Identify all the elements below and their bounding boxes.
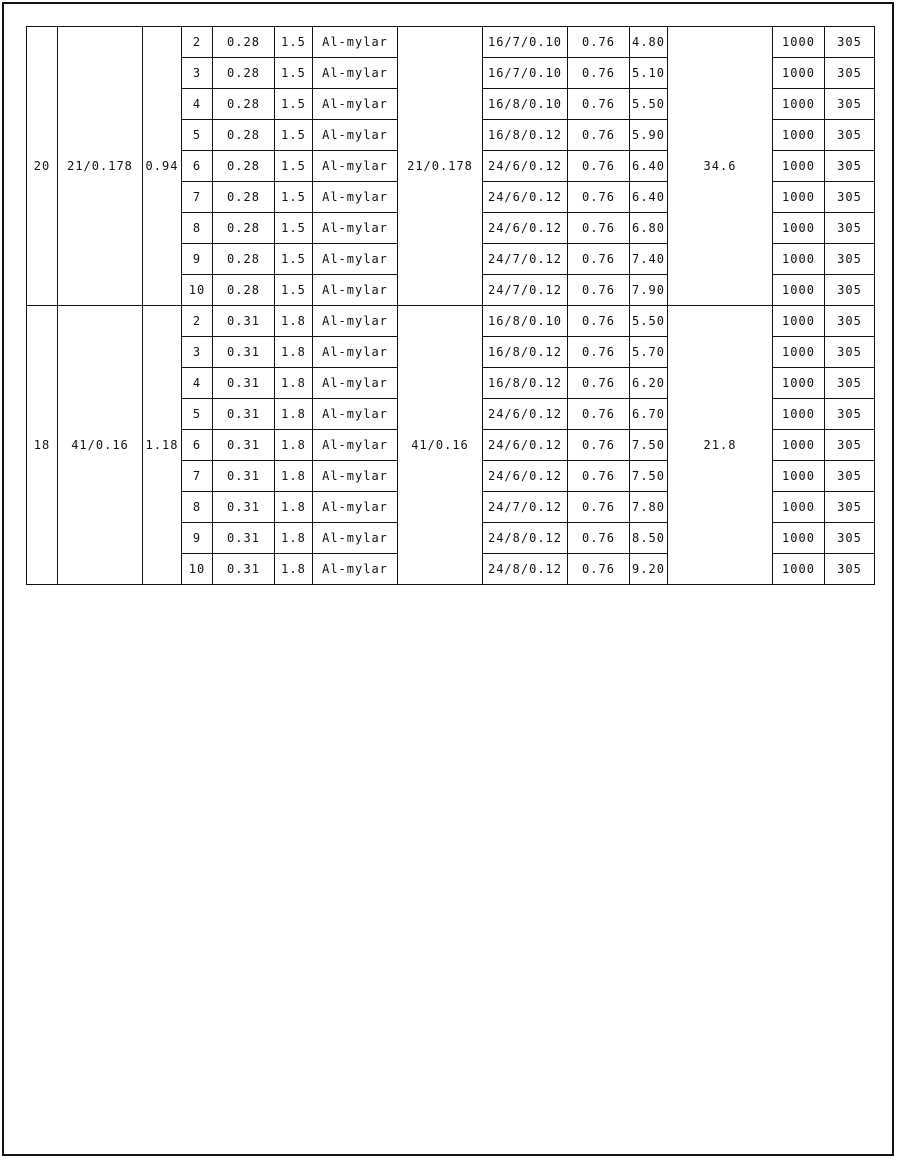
braid-construction-cell: 16/8/0.12 — [483, 337, 568, 368]
length-cell: 305 — [825, 523, 875, 554]
insulation-thickness-cell: 0.28 — [213, 27, 275, 58]
resistance-cell: 21.8 — [668, 306, 773, 585]
shield-type-cell: Al-mylar — [313, 337, 398, 368]
pair-count-cell: 6 — [182, 151, 213, 182]
outer-diameter-cell: 8.50 — [630, 523, 668, 554]
shield-type-cell: Al-mylar — [313, 182, 398, 213]
outer-diameter-cell: 5.90 — [630, 120, 668, 151]
insulation-diameter-cell: 1.8 — [275, 337, 313, 368]
insulation-diameter-cell: 1.8 — [275, 306, 313, 337]
shield-type-cell: Al-mylar — [313, 306, 398, 337]
braid-construction-cell: 16/8/0.10 — [483, 89, 568, 120]
shield-type-cell: Al-mylar — [313, 27, 398, 58]
braid-construction-cell: 24/6/0.12 — [483, 213, 568, 244]
length-cell: 305 — [825, 337, 875, 368]
outer-diameter-cell: 9.20 — [630, 554, 668, 585]
jacket-thickness-cell: 0.76 — [568, 430, 630, 461]
drain-wire-cell: 21/0.178 — [398, 27, 483, 306]
jacket-thickness-cell: 0.76 — [568, 58, 630, 89]
conductor-diameter-cell: 0.94 — [143, 27, 182, 306]
outer-diameter-cell: 7.50 — [630, 430, 668, 461]
shield-type-cell: Al-mylar — [313, 492, 398, 523]
outer-diameter-cell: 6.40 — [630, 182, 668, 213]
outer-diameter-cell: 7.80 — [630, 492, 668, 523]
voltage-rating-cell: 1000 — [773, 151, 825, 182]
pair-count-cell: 5 — [182, 120, 213, 151]
jacket-thickness-cell: 0.76 — [568, 89, 630, 120]
insulation-diameter-cell: 1.5 — [275, 58, 313, 89]
shield-type-cell: Al-mylar — [313, 523, 398, 554]
table-row — [27, 27, 875, 58]
braid-construction-cell: 24/7/0.12 — [483, 275, 568, 306]
jacket-thickness-cell: 0.76 — [568, 368, 630, 399]
pair-count-cell: 7 — [182, 182, 213, 213]
outer-diameter-cell: 5.10 — [630, 58, 668, 89]
length-cell: 305 — [825, 306, 875, 337]
braid-construction-cell: 16/8/0.10 — [483, 306, 568, 337]
shield-type-cell: Al-mylar — [313, 58, 398, 89]
voltage-rating-cell: 1000 — [773, 492, 825, 523]
shield-type-cell: Al-mylar — [313, 461, 398, 492]
insulation-thickness-cell: 0.28 — [213, 89, 275, 120]
insulation-diameter-cell: 1.5 — [275, 89, 313, 120]
voltage-rating-cell: 1000 — [773, 306, 825, 337]
length-cell: 305 — [825, 89, 875, 120]
shield-type-cell: Al-mylar — [313, 244, 398, 275]
conductor-construction-cell: 41/0.16 — [58, 306, 143, 585]
insulation-diameter-cell: 1.8 — [275, 492, 313, 523]
conductor-construction-cell: 21/0.178 — [58, 27, 143, 306]
length-cell: 305 — [825, 27, 875, 58]
outer-diameter-cell: 6.70 — [630, 399, 668, 430]
insulation-diameter-cell: 1.8 — [275, 399, 313, 430]
voltage-rating-cell: 1000 — [773, 89, 825, 120]
jacket-thickness-cell: 0.76 — [568, 151, 630, 182]
insulation-thickness-cell: 0.31 — [213, 306, 275, 337]
voltage-rating-cell: 1000 — [773, 213, 825, 244]
insulation-thickness-cell: 0.28 — [213, 151, 275, 182]
resistance-cell: 34.6 — [668, 27, 773, 306]
braid-construction-cell: 24/6/0.12 — [483, 182, 568, 213]
voltage-rating-cell: 1000 — [773, 368, 825, 399]
shield-type-cell: Al-mylar — [313, 151, 398, 182]
voltage-rating-cell: 1000 — [773, 244, 825, 275]
voltage-rating-cell: 1000 — [773, 58, 825, 89]
voltage-rating-cell: 1000 — [773, 399, 825, 430]
cable-spec-table — [26, 26, 875, 585]
awg-cell: 20 — [27, 27, 58, 306]
braid-construction-cell: 16/7/0.10 — [483, 27, 568, 58]
voltage-rating-cell: 1000 — [773, 554, 825, 585]
jacket-thickness-cell: 0.76 — [568, 554, 630, 585]
pair-count-cell: 3 — [182, 58, 213, 89]
pair-count-cell: 6 — [182, 430, 213, 461]
length-cell: 305 — [825, 430, 875, 461]
insulation-thickness-cell: 0.28 — [213, 244, 275, 275]
voltage-rating-cell: 1000 — [773, 430, 825, 461]
length-cell: 305 — [825, 368, 875, 399]
shield-type-cell: Al-mylar — [313, 368, 398, 399]
pair-count-cell: 9 — [182, 244, 213, 275]
braid-construction-cell: 24/7/0.12 — [483, 244, 568, 275]
length-cell: 305 — [825, 120, 875, 151]
table-row — [27, 306, 875, 337]
shield-type-cell: Al-mylar — [313, 120, 398, 151]
outer-diameter-cell: 5.50 — [630, 306, 668, 337]
outer-diameter-cell: 4.80 — [630, 27, 668, 58]
length-cell: 305 — [825, 399, 875, 430]
insulation-diameter-cell: 1.8 — [275, 368, 313, 399]
shield-type-cell: Al-mylar — [313, 554, 398, 585]
braid-construction-cell: 24/8/0.12 — [483, 523, 568, 554]
insulation-diameter-cell: 1.8 — [275, 461, 313, 492]
jacket-thickness-cell: 0.76 — [568, 244, 630, 275]
outer-diameter-cell: 7.50 — [630, 461, 668, 492]
voltage-rating-cell: 1000 — [773, 27, 825, 58]
length-cell: 305 — [825, 275, 875, 306]
pair-count-cell: 2 — [182, 27, 213, 58]
jacket-thickness-cell: 0.76 — [568, 275, 630, 306]
braid-construction-cell: 16/7/0.10 — [483, 58, 568, 89]
drain-wire-cell: 41/0.16 — [398, 306, 483, 585]
insulation-diameter-cell: 1.5 — [275, 151, 313, 182]
braid-construction-cell: 24/6/0.12 — [483, 461, 568, 492]
insulation-diameter-cell: 1.5 — [275, 120, 313, 151]
jacket-thickness-cell: 0.76 — [568, 306, 630, 337]
braid-construction-cell: 24/6/0.12 — [483, 151, 568, 182]
insulation-thickness-cell: 0.28 — [213, 182, 275, 213]
braid-construction-cell: 24/6/0.12 — [483, 399, 568, 430]
insulation-thickness-cell: 0.31 — [213, 430, 275, 461]
insulation-thickness-cell: 0.31 — [213, 461, 275, 492]
insulation-thickness-cell: 0.31 — [213, 492, 275, 523]
pair-count-cell: 5 — [182, 399, 213, 430]
insulation-diameter-cell: 1.8 — [275, 523, 313, 554]
shield-type-cell: Al-mylar — [313, 430, 398, 461]
braid-construction-cell: 24/7/0.12 — [483, 492, 568, 523]
pair-count-cell: 4 — [182, 368, 213, 399]
outer-diameter-cell: 6.80 — [630, 213, 668, 244]
insulation-diameter-cell: 1.5 — [275, 275, 313, 306]
jacket-thickness-cell: 0.76 — [568, 120, 630, 151]
shield-type-cell: Al-mylar — [313, 89, 398, 120]
insulation-diameter-cell: 1.8 — [275, 430, 313, 461]
jacket-thickness-cell: 0.76 — [568, 461, 630, 492]
pair-count-cell: 8 — [182, 492, 213, 523]
insulation-thickness-cell: 0.31 — [213, 368, 275, 399]
outer-diameter-cell: 5.70 — [630, 337, 668, 368]
shield-type-cell: Al-mylar — [313, 399, 398, 430]
insulation-thickness-cell: 0.31 — [213, 523, 275, 554]
insulation-thickness-cell: 0.28 — [213, 120, 275, 151]
jacket-thickness-cell: 0.76 — [568, 337, 630, 368]
length-cell: 305 — [825, 492, 875, 523]
braid-construction-cell: 16/8/0.12 — [483, 368, 568, 399]
pair-count-cell: 2 — [182, 306, 213, 337]
pair-count-cell: 3 — [182, 337, 213, 368]
outer-diameter-cell: 6.40 — [630, 151, 668, 182]
pair-count-cell: 10 — [182, 554, 213, 585]
jacket-thickness-cell: 0.76 — [568, 523, 630, 554]
outer-diameter-cell: 7.90 — [630, 275, 668, 306]
pair-count-cell: 7 — [182, 461, 213, 492]
pair-count-cell: 10 — [182, 275, 213, 306]
pair-count-cell: 9 — [182, 523, 213, 554]
insulation-diameter-cell: 1.5 — [275, 27, 313, 58]
voltage-rating-cell: 1000 — [773, 523, 825, 554]
jacket-thickness-cell: 0.76 — [568, 27, 630, 58]
jacket-thickness-cell: 0.76 — [568, 492, 630, 523]
shield-type-cell: Al-mylar — [313, 275, 398, 306]
conductor-diameter-cell: 1.18 — [143, 306, 182, 585]
insulation-thickness-cell: 0.31 — [213, 554, 275, 585]
length-cell: 305 — [825, 58, 875, 89]
insulation-thickness-cell: 0.28 — [213, 275, 275, 306]
shield-type-cell: Al-mylar — [313, 213, 398, 244]
voltage-rating-cell: 1000 — [773, 275, 825, 306]
jacket-thickness-cell: 0.76 — [568, 213, 630, 244]
insulation-thickness-cell: 0.28 — [213, 58, 275, 89]
jacket-thickness-cell: 0.76 — [568, 399, 630, 430]
insulation-diameter-cell: 1.5 — [275, 213, 313, 244]
insulation-thickness-cell: 0.31 — [213, 337, 275, 368]
insulation-thickness-cell: 0.28 — [213, 213, 275, 244]
outer-diameter-cell: 5.50 — [630, 89, 668, 120]
length-cell: 305 — [825, 244, 875, 275]
length-cell: 305 — [825, 461, 875, 492]
pair-count-cell: 4 — [182, 89, 213, 120]
length-cell: 305 — [825, 151, 875, 182]
voltage-rating-cell: 1000 — [773, 337, 825, 368]
voltage-rating-cell: 1000 — [773, 182, 825, 213]
braid-construction-cell: 24/6/0.12 — [483, 430, 568, 461]
insulation-diameter-cell: 1.5 — [275, 182, 313, 213]
braid-construction-cell: 16/8/0.12 — [483, 120, 568, 151]
insulation-thickness-cell: 0.31 — [213, 399, 275, 430]
awg-cell: 18 — [27, 306, 58, 585]
insulation-diameter-cell: 1.8 — [275, 554, 313, 585]
jacket-thickness-cell: 0.76 — [568, 182, 630, 213]
outer-diameter-cell: 6.20 — [630, 368, 668, 399]
insulation-diameter-cell: 1.5 — [275, 244, 313, 275]
table-body — [27, 27, 875, 585]
length-cell: 305 — [825, 182, 875, 213]
length-cell: 305 — [825, 554, 875, 585]
voltage-rating-cell: 1000 — [773, 120, 825, 151]
braid-construction-cell: 24/8/0.12 — [483, 554, 568, 585]
voltage-rating-cell: 1000 — [773, 461, 825, 492]
pair-count-cell: 8 — [182, 213, 213, 244]
length-cell: 305 — [825, 213, 875, 244]
outer-diameter-cell: 7.40 — [630, 244, 668, 275]
